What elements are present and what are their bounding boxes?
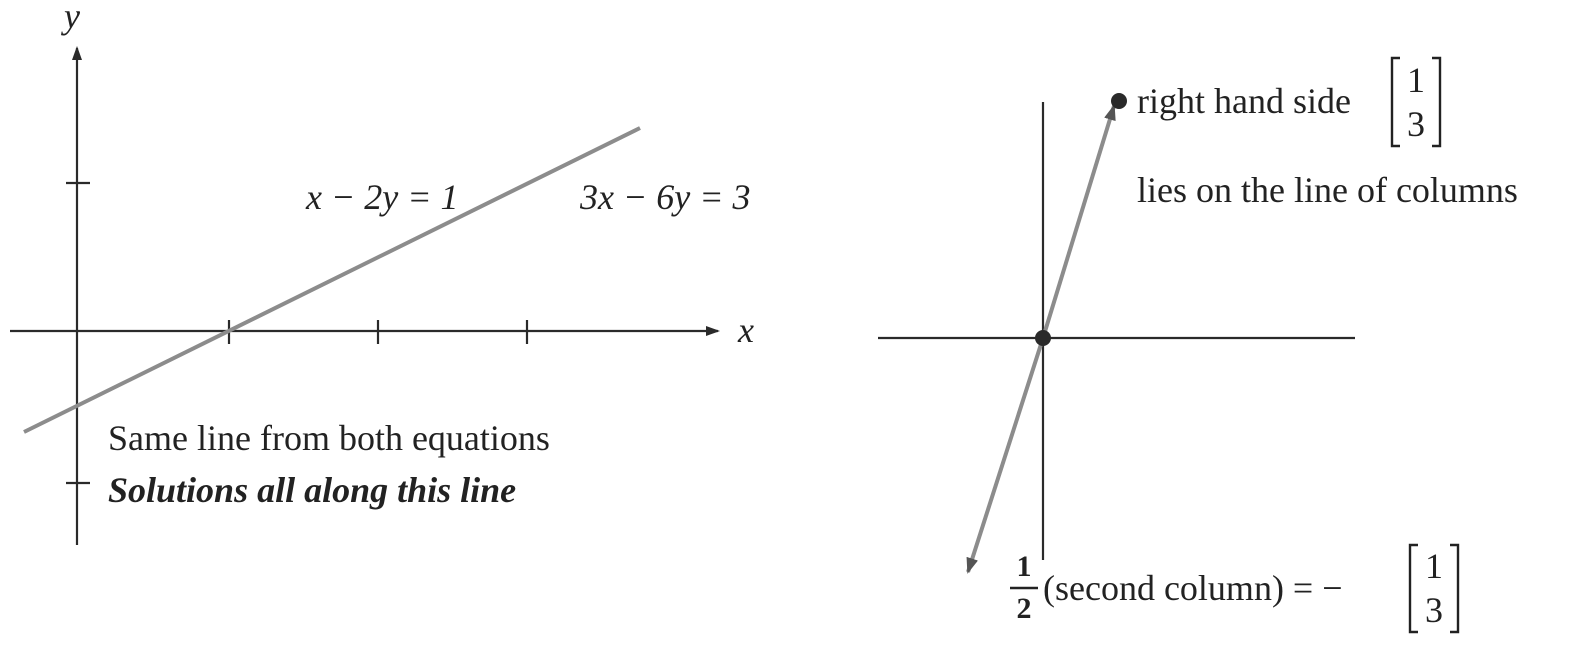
- origin-dot: [1035, 330, 1051, 346]
- left-bracket: [1410, 545, 1418, 632]
- right-panel: [878, 58, 1518, 632]
- second-column-equation: [1010, 545, 1458, 632]
- y-axis-label: y: [64, 0, 80, 36]
- rhs-point: [1111, 93, 1127, 109]
- rhs-vector-bottom: 3: [1407, 104, 1425, 144]
- left-bracket: [1392, 58, 1400, 146]
- left-panel: [10, 0, 754, 545]
- second-column-vector-bottom: 3: [1425, 590, 1443, 630]
- right-bracket: [1432, 58, 1440, 146]
- equation-1: x − 2y = 1: [306, 177, 459, 217]
- right-bracket: [1450, 545, 1458, 632]
- fraction-denominator: 2: [1016, 592, 1032, 625]
- caption-line-1: Same line from both equations: [108, 418, 550, 458]
- x-axis-label: x: [738, 310, 754, 350]
- second-column-arrow: [968, 338, 1043, 572]
- solution-line: [24, 128, 640, 432]
- equation-2: 3x − 6y = 3: [580, 177, 751, 217]
- second-column-text: (second column) = −: [1043, 568, 1343, 608]
- rhs-label: right hand side: [1137, 81, 1351, 121]
- rhs-vector-top: 1: [1407, 60, 1425, 100]
- caption-line-2: Solutions all along this line: [108, 470, 517, 510]
- rhs-vector-arrow: [1043, 106, 1114, 338]
- rhs-vector: [1392, 58, 1440, 146]
- column-line-label: lies on the line of columns: [1137, 170, 1518, 210]
- fraction-numerator: 1: [1016, 550, 1032, 583]
- second-column-vector-top: 1: [1425, 546, 1443, 586]
